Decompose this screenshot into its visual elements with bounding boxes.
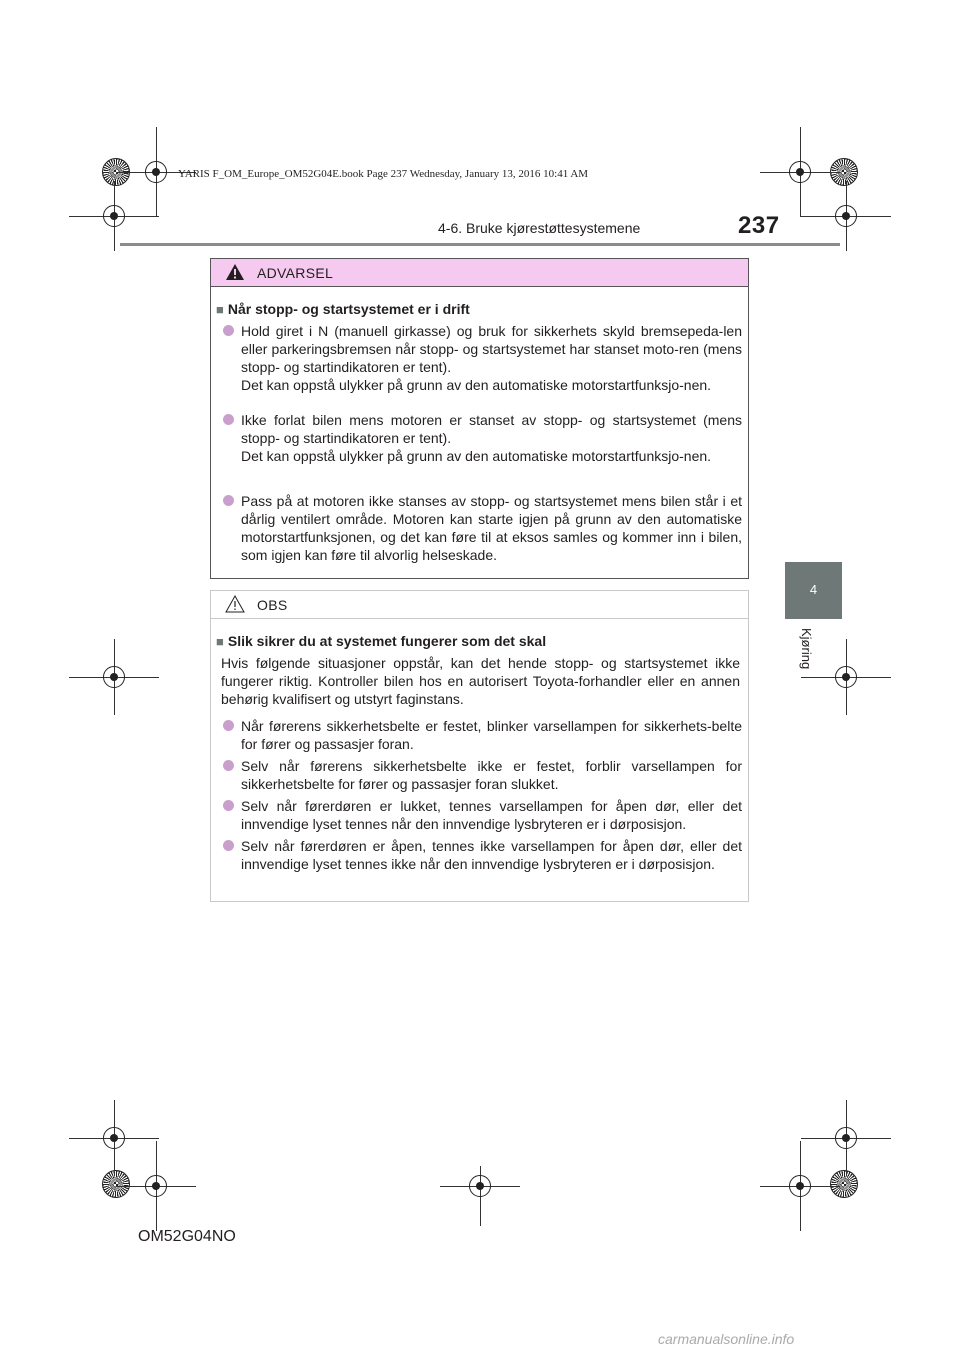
bullet-icon bbox=[223, 720, 234, 731]
caution-bullet-2: Selv når førerens sikkerhetsbelte ikke er festet, forblir varsellampen for sikkerhetsbelte for fører og passasjer foran slukket. bbox=[241, 757, 742, 793]
warning-label: ADVARSEL bbox=[257, 265, 334, 281]
print-info: YARIS F_OM_Europe_OM52G04E.book Page 237 Wednesday, January 13, 2016 10:41 AM bbox=[178, 168, 589, 180]
bullet-icon bbox=[223, 325, 234, 336]
square-bullet-icon: ■ bbox=[216, 302, 224, 317]
bullet-icon bbox=[223, 800, 234, 811]
warning-header bbox=[211, 259, 748, 287]
warning-bullet-1: Hold giret i N (manuell girkasse) og bruk for sikkerhets skyld bremsepeda-len eller parkeringsbremsen når stopp- og startsystemet har stanset moto-ren (mens stopp- og startindikatoren er tent). Det kan oppstå ulykker på grunn av den automatiske motorstartfunksjo-nen. bbox=[241, 322, 742, 394]
bullet-icon bbox=[223, 414, 234, 425]
warning-bullet-2: Ikke forlat bilen mens motoren er stanset av stopp- og startsystemet (mens stopp- og startindikatoren er tent). Det kan oppstå ulykker på grunn av den automatiske motorstartfunksjo-nen. bbox=[241, 411, 742, 465]
bullet-icon bbox=[223, 495, 234, 506]
document-code: OM52G04NO bbox=[138, 1228, 236, 1245]
warning-section-title: ■ Når stopp- og startsystemet er i drift bbox=[216, 301, 470, 317]
caution-intro: Hvis følgende situasjoner oppstår, kan det hende stopp- og startsystemet ikke fungerer riktig. Kontroller bilen hos en autorisert Toyota-forhandler eller en annen behørig kvalifisert og utstyrt faginstans. bbox=[221, 655, 740, 707]
section-header: 4-6. Bruke kjørestøttesystemene bbox=[438, 220, 641, 236]
chapter-number: 4 bbox=[809, 582, 818, 597]
caution-bullet-4: Selv når førerdøren er åpen, tennes ikke varsellampen for åpen dør, eller det innvendige lyset tennes ikke når den innvendige lysbryteren er i dørposisjon. bbox=[241, 837, 742, 873]
registration-starburst-icon bbox=[102, 1170, 130, 1198]
page-number: 237 bbox=[738, 212, 780, 239]
caution-bullet-1: Når førerens sikkerhetsbelte er festet, blinker varsellampen for sikkerhets-belte for fører og passasjer foran. bbox=[241, 717, 742, 753]
caution-label: OBS bbox=[257, 597, 288, 613]
bullet-icon bbox=[223, 760, 234, 771]
warning-triangle-icon bbox=[225, 263, 245, 281]
watermark: carmanualsonline.info bbox=[658, 1331, 795, 1347]
chapter-label: Kjøring bbox=[799, 628, 814, 670]
bullet-icon bbox=[223, 840, 234, 851]
warning-box bbox=[210, 258, 749, 579]
caution-box bbox=[210, 590, 749, 902]
chapter-tab bbox=[785, 562, 842, 619]
caution-bullet-3: Selv når førerdøren er lukket, tennes varsellampen for åpen dør, eller det innvendige lyset tennes når den innvendige lysbryteren er i dørposisjon. bbox=[241, 797, 742, 833]
header-rule bbox=[120, 243, 840, 246]
warning-bullet-3: Pass på at motoren ikke stanses av stopp- og startsystemet mens bilen står i et dårlig ventilert område. Motoren kan starte igjen på grunn av den automatiske motorstartfunksjonen, og det kan føre til at eksos samles og kommer inn i bilen, som igjen kan føre til alvorlig helseskade. bbox=[241, 492, 742, 564]
square-bullet-icon: ■ bbox=[216, 634, 224, 649]
caution-header bbox=[211, 591, 748, 619]
registration-starburst-icon bbox=[830, 1170, 858, 1198]
caution-section-title: ■ Slik sikrer du at systemet fungerer som det skal bbox=[216, 633, 547, 649]
caution-triangle-icon bbox=[225, 595, 245, 613]
